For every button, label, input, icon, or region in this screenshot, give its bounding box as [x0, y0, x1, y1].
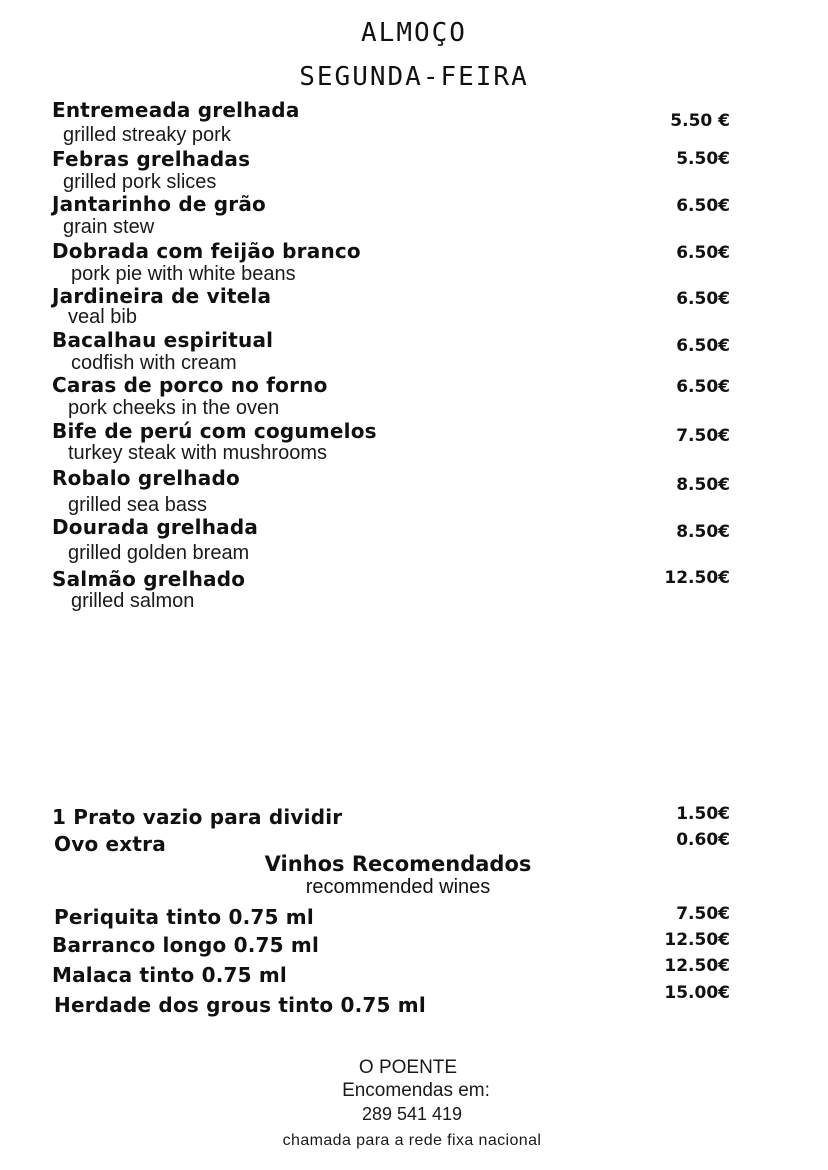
call-note: chamada para a rede fixa nacional	[282, 1132, 542, 1149]
menu-item-name: Salmão grelhado	[52, 567, 246, 591]
menu-item-desc: grilled streaky pork	[63, 124, 231, 146]
menu-item-price: 12.50€	[664, 568, 730, 588]
menu-item-name: Dourada grelhada	[52, 515, 259, 539]
wine-item-price: 7.50€	[676, 904, 730, 924]
menu-item-name: Febras grelhadas	[52, 147, 251, 171]
menu-item-name: Dobrada com feijão branco	[52, 239, 361, 263]
wine-item-name: Herdade dos grous tinto 0.75 ml	[54, 993, 426, 1017]
menu-item-price: 6.50€	[676, 196, 730, 216]
extra-item-price: 1.50€	[676, 804, 730, 824]
orders-label: Encomendas em:	[342, 1080, 490, 1101]
menu-item-price: 7.50€	[676, 426, 730, 446]
menu-item-price: 6.50€	[676, 289, 730, 309]
menu-item-name: Entremeada grelhada	[52, 98, 300, 122]
menu-item-desc: turkey steak with mushrooms	[68, 442, 327, 464]
menu-item-price: 5.50 €	[670, 111, 730, 131]
menu-item-desc: grilled salmon	[71, 590, 195, 612]
menu-item-price: 5.50€	[676, 149, 730, 169]
wine-item-price: 12.50€	[664, 930, 730, 950]
menu-item-name: Robalo grelhado	[52, 466, 240, 490]
wines-title: Vinhos Recomendados	[264, 852, 532, 876]
menu-item-desc: pork pie with white beans	[71, 263, 296, 285]
menu-item-desc: grain stew	[63, 216, 155, 238]
menu-item-desc: pork cheeks in the oven	[68, 397, 280, 419]
phone-number: 289 541 419	[361, 1104, 463, 1124]
wine-item-name: Barranco longo 0.75 ml	[52, 933, 320, 957]
menu-item-price: 8.50€	[676, 475, 730, 495]
menu-item-desc: grilled sea bass	[68, 494, 207, 516]
menu-item-desc: grilled golden bream	[68, 542, 250, 564]
menu-item-price: 8.50€	[676, 522, 730, 542]
wine-item-name: Periquita tinto 0.75 ml	[54, 905, 314, 929]
menu-item-desc: grilled pork slices	[63, 171, 217, 193]
menu-item-price: 6.50€	[676, 336, 730, 356]
wines-subtitle: recommended wines	[305, 876, 491, 898]
extra-item-name: Ovo extra	[54, 832, 166, 856]
extra-item-name: 1 Prato vazio para dividir	[52, 805, 343, 829]
menu-item-name: Caras de porco no forno	[52, 373, 328, 397]
page-title: ALMOÇO	[361, 18, 467, 48]
menu-item-name: Bacalhau espiritual	[52, 328, 274, 352]
wine-item-price: 15.00€	[664, 983, 730, 1003]
menu-item-name: Bife de perú com cogumelos	[52, 419, 377, 443]
menu-item-price: 6.50€	[676, 243, 730, 263]
menu-item-desc: codfish with cream	[71, 352, 237, 374]
menu-item-price: 6.50€	[676, 377, 730, 397]
menu-item-desc: veal bib	[68, 306, 137, 328]
page-subtitle: SEGUNDA-FEIRA	[299, 62, 529, 92]
wine-item-price: 12.50€	[664, 956, 730, 976]
restaurant-name: O POENTE	[358, 1057, 458, 1078]
wine-item-name: Malaca tinto 0.75 ml	[52, 963, 287, 987]
menu-item-name: Jantarinho de grão	[52, 192, 266, 216]
menu-item-name: Jardineira de vitela	[52, 284, 272, 308]
extra-item-price: 0.60€	[676, 830, 730, 850]
